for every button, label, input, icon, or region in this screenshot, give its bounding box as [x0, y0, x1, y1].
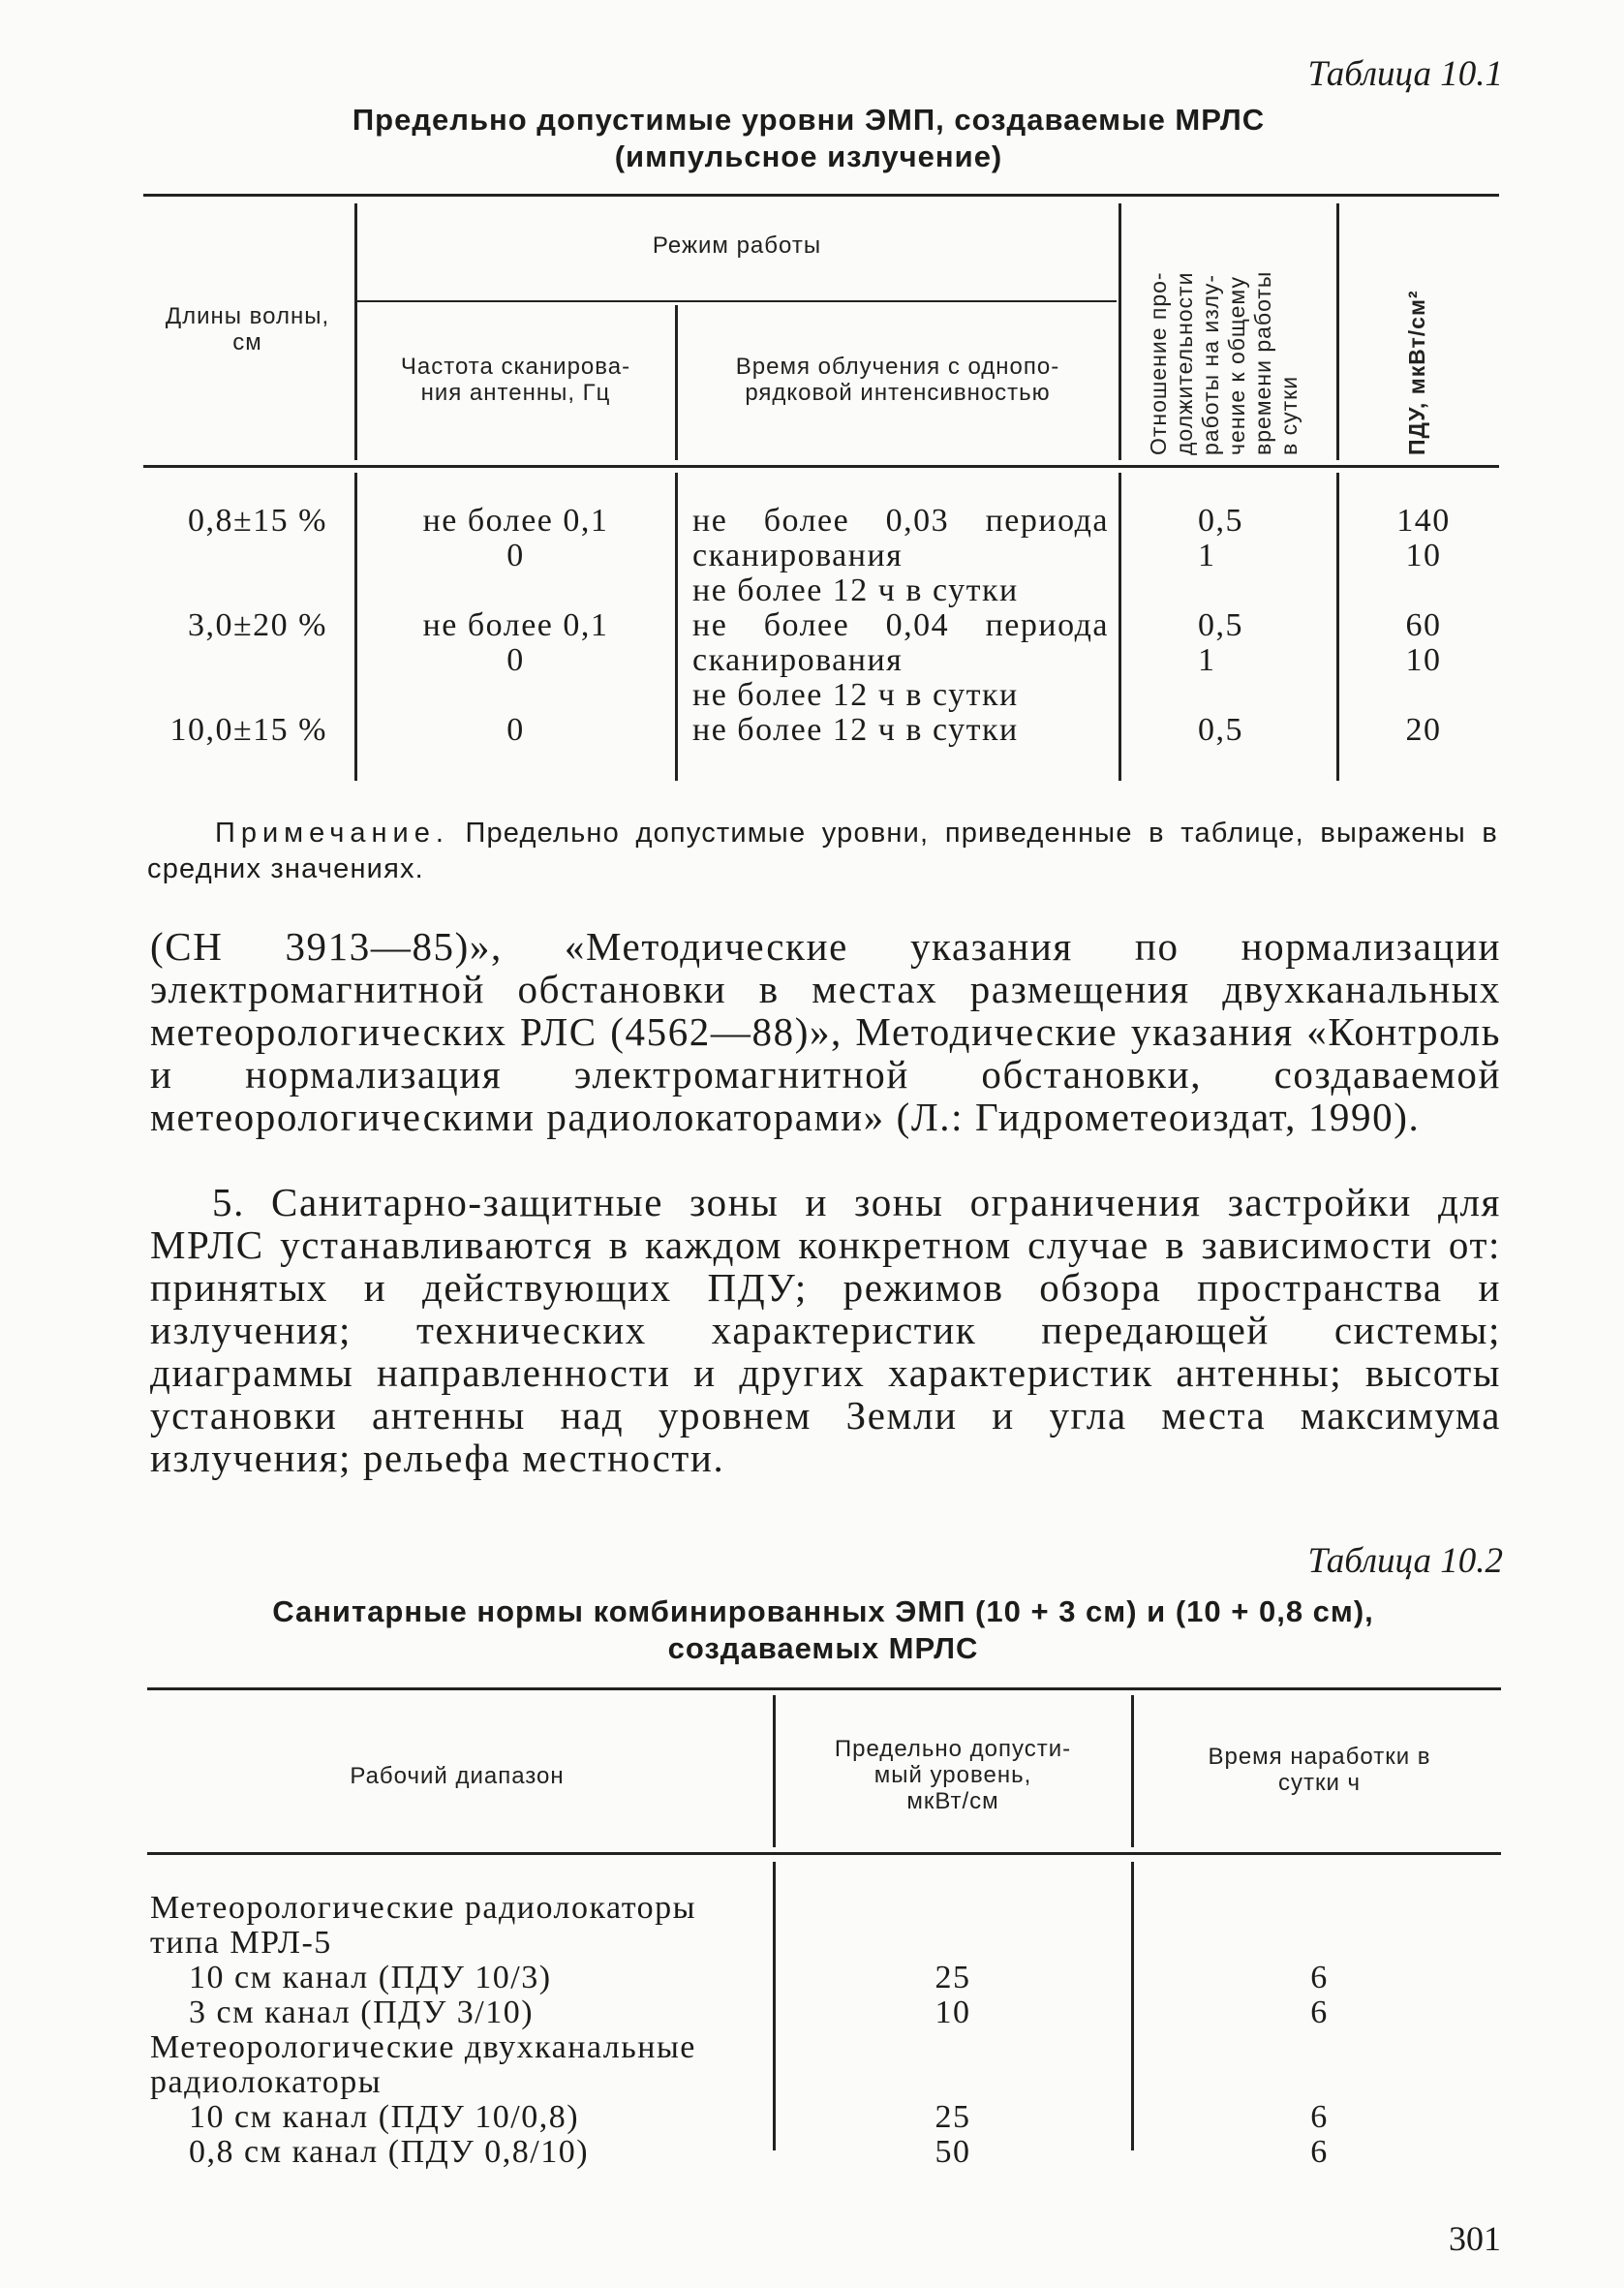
table1-row1-pdu: 140: [1396, 503, 1451, 539]
table1-row5-ratio: 1: [1198, 642, 1216, 678]
table2-vrule-3: [773, 1862, 776, 2150]
table2-row7-level: 25: [935, 2099, 971, 2135]
header-scan-frequency-line2: ния антенны, Гц: [420, 380, 611, 406]
header-ratio: [1146, 271, 1302, 455]
header-permissible-level: [780, 1736, 1126, 1814]
table2-row1-range: Метеорологические радиолокаторы: [150, 1890, 696, 1926]
table1-vrule-4: [1336, 203, 1339, 460]
table2-row4-range: 3 см канал (ПДУ 3/10): [189, 1994, 535, 2030]
header-permissible-level-line3: мкВт/см: [906, 1788, 999, 1814]
table1-vrule-3: [1118, 203, 1121, 460]
table2-row5-range: Метеорологические двухканальные: [150, 2029, 696, 2065]
table1-row7-scan: 0: [506, 712, 525, 748]
table1-vrule-2: [675, 305, 678, 460]
table1-row2-exposure: сканирования: [692, 538, 904, 573]
header-ratio-line4: чение к общему: [1224, 276, 1249, 455]
table2-row4-level: 10: [935, 1994, 971, 2030]
header-wavelength-line1: Длины волны,: [165, 303, 330, 329]
header-working-range: Рабочий диапазон: [350, 1763, 565, 1789]
table2-top-rule: [147, 1687, 1501, 1690]
header-ratio-line5: времени работы: [1250, 270, 1275, 455]
table1-row7-wavelength: 10,0±15 %: [169, 712, 327, 748]
header-operating-time: [1138, 1744, 1501, 1796]
table1-row4-exposure: не более 0,04 периода: [692, 607, 1109, 643]
note-text: Предельно допустимые уровни, приведенные в таблице, выражены в средних значениях.: [147, 818, 1498, 884]
table1-vrule-7: [1118, 473, 1121, 781]
header-ratio-line3: работы на излу-: [1198, 273, 1223, 455]
table1-row1-wavelength: 0,8±15 %: [188, 503, 327, 539]
header-permissible-level-line2: мый уровень,: [873, 1762, 1032, 1788]
table1-row2-ratio: 1: [1198, 538, 1216, 573]
table2-row4-time: 6: [1310, 1994, 1329, 2030]
table1-row1-exposure: не более 0,03 периода: [692, 503, 1109, 539]
table1-header-rule: [143, 465, 1499, 468]
table1-vrule-8: [1336, 473, 1339, 781]
table1-row1-ratio: 0,5: [1198, 503, 1243, 539]
table1-title-line1: Предельно допустимые уровни ЭМП, создаваемые МРЛС: [352, 103, 1266, 137]
table2-header-rule: [147, 1852, 1501, 1855]
table2-title: [145, 1593, 1501, 1667]
paragraph-1: (СН 3913—85)», «Методические указания по нормализации электромагнитной обстановки в местах размещения двухканальных метеорологических РЛС (4562—88)», Методические указания «Контроль и нормализация электромагнитной обстановки, создаваемой метеорологическими радиолокаторами» (Л.: Гидрометеоиздат, 1990).: [150, 924, 1501, 1139]
table1-note: [147, 816, 1498, 887]
table2-title-line2: создаваемых МРЛС: [667, 1631, 979, 1665]
header-scan-frequency: [358, 354, 673, 406]
table1-row7-exposure: не более 12 ч в сутки: [692, 712, 1019, 748]
paragraph-2: 5. Санитарно-защитные зоны и зоны ограничения застройки для МРЛС устанавливаются в каждом конкретном случае в зависимости от: принятых и действующих ПДУ; режимов обзора пространства и излучения; технических характеристик передающей системы; диаграммы направленности и других характеристик антенны; высоты установки антенны над уровнем Земли и угла места максимума излучения; рельефа местности.: [150, 1180, 1501, 1480]
table1-row4-wavelength: 3,0±20 %: [188, 607, 327, 643]
table2-row8-time: 6: [1310, 2134, 1329, 2170]
header-exposure-time: [680, 354, 1116, 406]
table2-vrule-4: [1131, 1862, 1134, 2150]
table2-row7-range: 10 см канал (ПДУ 10/0,8): [189, 2099, 580, 2135]
table2-row6-range: радиолокаторы: [150, 2064, 383, 2100]
table2-vrule-2: [1131, 1695, 1134, 1847]
header-mode: Режим работы: [652, 232, 822, 259]
table1-row5-scan: 0: [506, 642, 525, 678]
header-exposure-time-line2: рядковой интенсивностью: [745, 380, 1051, 406]
table1-vrule-1: [354, 203, 357, 460]
table1-row2-scan: 0: [506, 538, 525, 573]
table2-row8-range: 0,8 см канал (ПДУ 0,8/10): [189, 2134, 590, 2170]
table1-row7-ratio: 0,5: [1198, 712, 1243, 748]
note-label: Примечание.: [215, 818, 449, 849]
table1-vrule-5: [354, 473, 357, 781]
table1-row2-pdu: 10: [1405, 538, 1442, 573]
header-ratio-line1: Отношение про-: [1146, 271, 1171, 455]
table1-mode-rule: [356, 300, 1117, 302]
header-ratio-line6: в сутки: [1276, 375, 1302, 455]
page-number: 301: [1449, 2219, 1501, 2258]
header-permissible-level-line1: Предельно допусти-: [834, 1736, 1072, 1762]
table2-row3-time: 6: [1310, 1960, 1329, 1995]
table1-title-line2: (импульсное излучение): [614, 139, 1003, 173]
table1-row7-pdu: 20: [1405, 712, 1442, 748]
table2-row3-level: 25: [935, 1960, 971, 1995]
table1-title: [145, 102, 1472, 175]
header-scan-frequency-line1: Частота сканирова-: [400, 354, 631, 380]
table1-row4-pdu: 60: [1405, 607, 1442, 643]
table1-row1-scan: не более 0,1: [422, 503, 609, 539]
header-ratio-line2: должительности: [1172, 271, 1197, 455]
table1-row3-exposure: не более 12 ч в сутки: [692, 572, 1019, 608]
header-operating-time-line2: сутки ч: [1277, 1770, 1362, 1796]
table2-row3-range: 10 см канал (ПДУ 10/3): [189, 1960, 552, 1995]
table2-label: Таблица 10.2: [1307, 1541, 1503, 1581]
table2-row7-time: 6: [1310, 2099, 1329, 2135]
table2-row8-level: 50: [935, 2134, 971, 2170]
header-operating-time-line1: Время наработки в: [1208, 1744, 1431, 1770]
header-exposure-time-line1: Время облучения с однопо-: [735, 354, 1060, 380]
table1-row4-ratio: 0,5: [1198, 607, 1243, 643]
table1-row5-exposure: сканирования: [692, 642, 904, 678]
table1-row4-scan: не более 0,1: [422, 607, 609, 643]
header-wavelength-line2: см: [232, 329, 262, 356]
table1-row5-pdu: 10: [1405, 642, 1442, 678]
table1-vrule-6: [675, 473, 678, 781]
table2-title-line1: Санитарные нормы комбинированных ЭМП (10 + 3 см) и (10 + 0,8 см),: [272, 1594, 1374, 1628]
header-pdu: ПДУ, мкВт/см²: [1404, 290, 1429, 455]
table1-row6-exposure: не более 12 ч в сутки: [692, 677, 1019, 713]
header-wavelength: [143, 303, 352, 356]
table1-label: Таблица 10.1: [1307, 54, 1503, 94]
table2-vrule-1: [773, 1695, 776, 1847]
table2-row2-range: типа МРЛ-5: [150, 1925, 332, 1961]
table1-top-rule: [143, 194, 1499, 197]
